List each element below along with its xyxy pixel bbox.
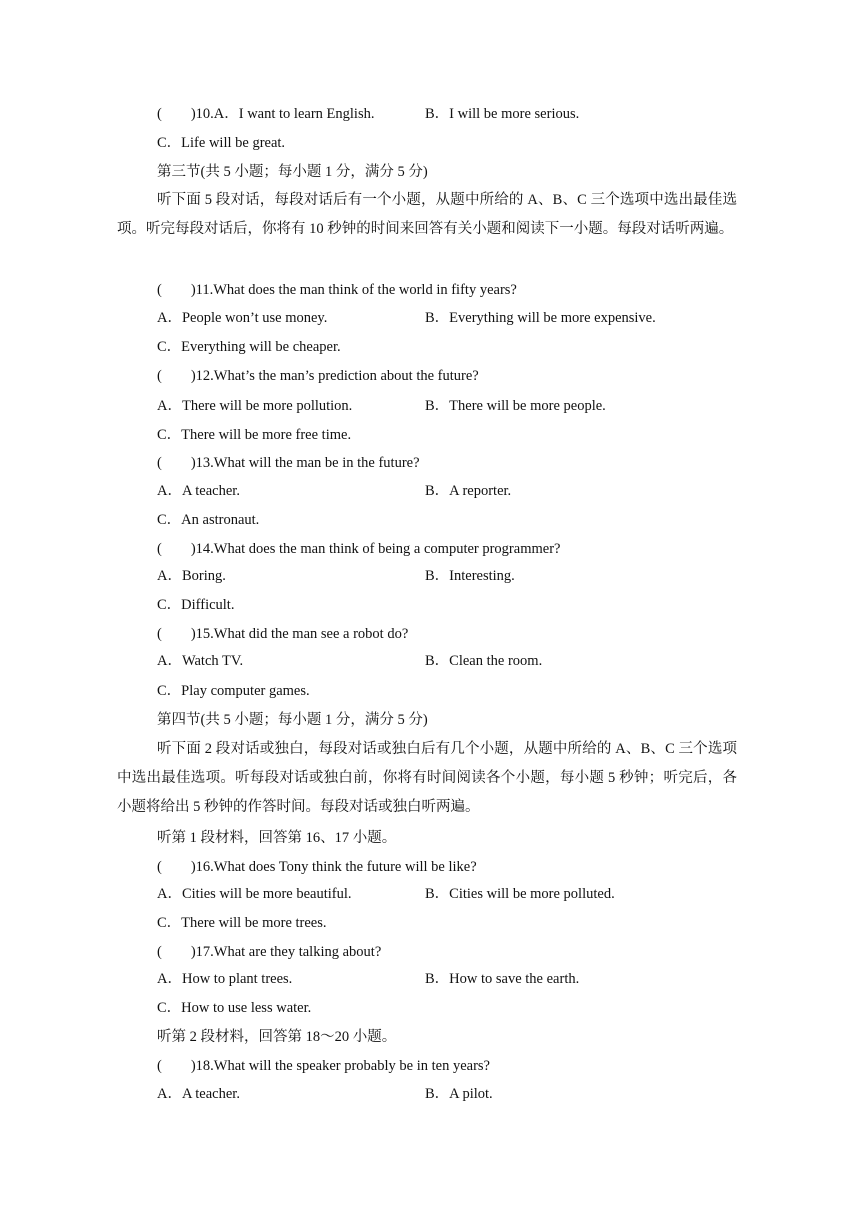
question-14-option-b: B．Interesting. bbox=[425, 568, 515, 584]
question-15-option-c: C．Play computer games. bbox=[157, 683, 310, 699]
question-17-option-c: C．How to use less water. bbox=[157, 1000, 312, 1016]
section-4-heading: 第四节(共 5 小题；每小题 1 分，满分 5 分) bbox=[157, 712, 428, 728]
question-16-option-c: C．There will be more trees. bbox=[157, 915, 327, 931]
question-14-option-a: A．Boring. bbox=[157, 568, 226, 584]
section-3-instructions: 听下面 5 段对话，每段对话后有一个小题，从题中所给的 A、B、C 三个选项中选出最佳选项。听完每段对话后，你将有 10 秒钟的时间来回答有关小题和阅读下一小题。每段对话听两遍。 bbox=[117, 192, 737, 237]
question-13-option-a: A．A teacher. bbox=[157, 483, 240, 499]
question-13-option-c: C．An astronaut. bbox=[157, 512, 260, 528]
question-12-stem: ( )12.What’s the man’s prediction about the future? bbox=[157, 368, 479, 384]
question-12-option-c: C．There will be more free time. bbox=[157, 427, 352, 443]
question-13-stem: ( )13.What will the man be in the future? bbox=[157, 455, 420, 471]
question-12-option-a: A．There will be more pollution. bbox=[157, 398, 353, 414]
question-14-stem: ( )14.What does the man think of being a computer programmer? bbox=[157, 541, 561, 557]
question-18-option-a: A．A teacher. bbox=[157, 1086, 240, 1102]
question-11-option-b: B．Everything will be more expensive. bbox=[425, 310, 656, 326]
question-11-option-a: A．People won’t use money. bbox=[157, 310, 328, 326]
question-10-option-b: B．I will be more serious. bbox=[425, 106, 580, 122]
question-16-option-b: B．Cities will be more polluted. bbox=[425, 886, 615, 902]
question-17-option-a: A．How to plant trees. bbox=[157, 971, 293, 987]
question-16-option-a: A．Cities will be more beautiful. bbox=[157, 886, 352, 902]
section-3-heading: 第三节(共 5 小题；每小题 1 分，满分 5 分) bbox=[157, 164, 428, 180]
question-18-stem: ( )18.What will the speaker probably be in ten years? bbox=[157, 1058, 490, 1074]
material-1-note: 听第 1 段材料，回答第 16、17 小题。 bbox=[157, 830, 397, 846]
question-17-option-b: B．How to save the earth. bbox=[425, 971, 580, 987]
question-12-option-b: B．There will be more people. bbox=[425, 398, 606, 414]
question-13-option-b: B．A reporter. bbox=[425, 483, 512, 499]
question-10-stem: ( )10.A．I want to learn English. bbox=[157, 106, 375, 122]
material-2-note: 听第 2 段材料，回答第 18～20 小题。 bbox=[157, 1029, 397, 1045]
question-17-stem: ( )17.What are they talking about? bbox=[157, 944, 382, 960]
question-15-option-a: A．Watch TV. bbox=[157, 653, 244, 669]
question-16-stem: ( )16.What does Tony think the future will be like? bbox=[157, 859, 477, 875]
question-15-stem: ( )15.What did the man see a robot do? bbox=[157, 626, 409, 642]
question-10-option-c: C．Life will be great. bbox=[157, 135, 286, 151]
question-11-stem: ( )11.What does the man think of the world in fifty years? bbox=[157, 282, 517, 298]
question-18-option-b: B．A pilot. bbox=[425, 1086, 493, 1102]
question-15-option-b: B．Clean the room. bbox=[425, 653, 543, 669]
question-11-option-c: C．Everything will be cheaper. bbox=[157, 339, 341, 355]
question-14-option-c: C．Difficult. bbox=[157, 597, 235, 613]
section-4-instructions: 听下面 2 段对话或独白，每段对话或独白后有几个小题，从题中所给的 A、B、C 三个选项中选出最佳选项。听每段对话或独白前，你将有时间阅读各个小题，每小题 5 秒钟；听完后，各小题将给出 5 秒钟的作答时间。每段对话或独白听两遍。 bbox=[117, 741, 737, 815]
